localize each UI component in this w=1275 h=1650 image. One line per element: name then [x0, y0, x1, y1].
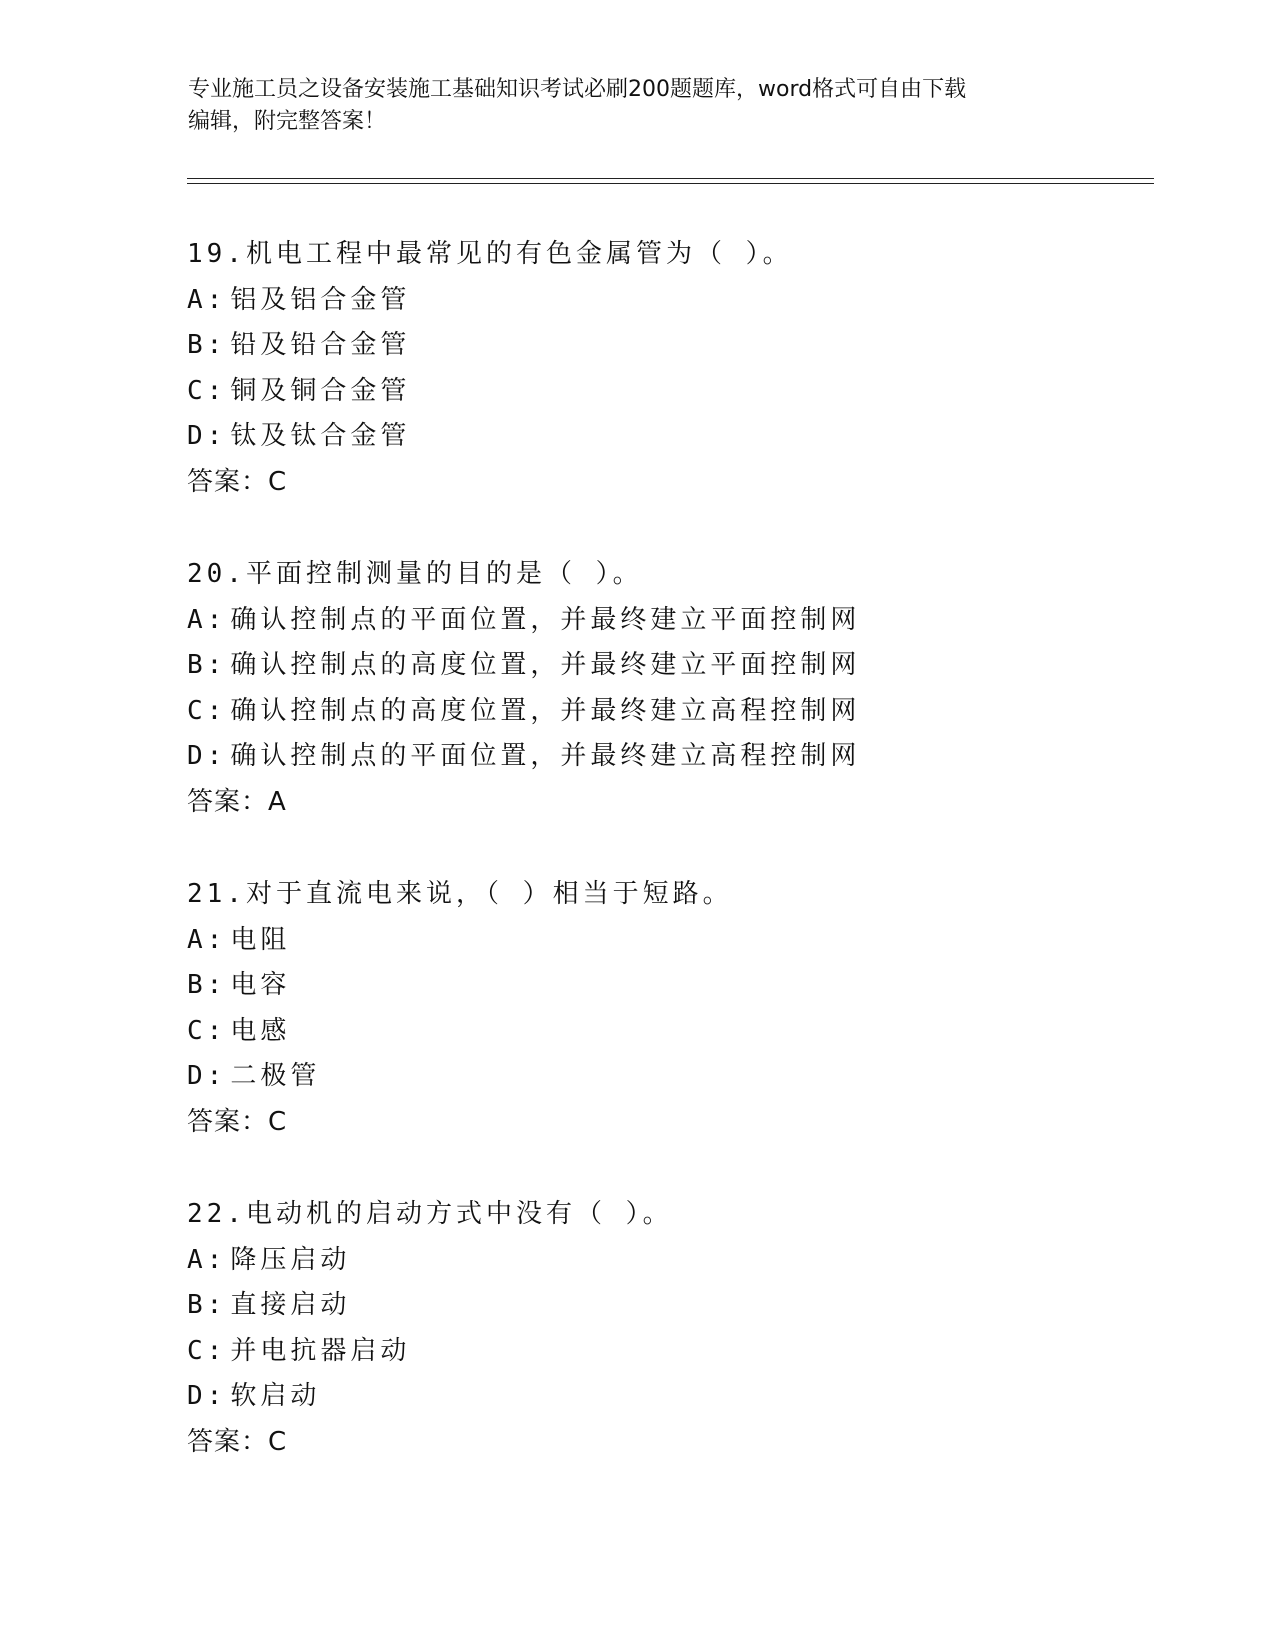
option-text: 铜及铜合金管 — [230, 375, 411, 406]
option-letter: D: — [187, 741, 227, 771]
question-20 — [187, 558, 1147, 831]
option-b — [187, 329, 1147, 375]
option-text: 并电抗器启动 — [230, 1335, 411, 1366]
answer-line: 答案：C — [187, 466, 288, 497]
option-letter: B: — [187, 330, 227, 360]
option-a — [187, 604, 1147, 650]
option-b — [187, 969, 1147, 1015]
option-letter: A: — [187, 924, 227, 955]
header-divider-top — [187, 178, 1154, 179]
option-text: 确认控制点的高度位置，并最终建立高程控制网 — [230, 695, 861, 726]
header-line-1: 专业施工员之设备安装施工基础知识考试必刷200题题库，word格式可自由下载 — [188, 77, 967, 102]
option-b — [187, 1289, 1147, 1335]
option-letter: A: — [187, 604, 227, 635]
option-letter: C: — [187, 1015, 227, 1046]
option-letter: B: — [187, 970, 227, 1000]
question-19 — [187, 238, 1147, 511]
question-21 — [187, 878, 1147, 1151]
question-stem: 19.机电工程中最常见的有色金属管为（ ）。 — [187, 239, 793, 269]
option-d — [187, 1380, 1147, 1426]
option-text: 确认控制点的平面位置，并最终建立高程控制网 — [230, 741, 861, 771]
option-b — [187, 649, 1147, 695]
option-c — [187, 1015, 1147, 1061]
answer-line: 答案：C — [187, 1106, 288, 1137]
option-letter: D: — [187, 421, 227, 451]
option-a — [187, 1244, 1147, 1290]
option-letter: A: — [187, 284, 227, 315]
option-a — [187, 924, 1147, 970]
option-a — [187, 284, 1147, 330]
answer-line: 答案：A — [187, 786, 287, 817]
option-d — [187, 740, 1147, 786]
option-text: 铝及铝合金管 — [230, 284, 411, 315]
option-text: 铅及铅合金管 — [230, 330, 411, 360]
option-letter: B: — [187, 1290, 227, 1320]
option-letter: C: — [187, 1335, 227, 1366]
option-letter: D: — [187, 1061, 227, 1091]
document-header — [188, 74, 1088, 138]
question-stem: 20.平面控制测量的目的是（ ）。 — [187, 559, 643, 589]
answer-line: 答案：C — [187, 1426, 288, 1457]
option-letter: B: — [187, 650, 227, 680]
option-text: 电阻 — [230, 924, 291, 955]
option-letter: A: — [187, 1244, 227, 1275]
question-stem: 22.电动机的启动方式中没有（ ）。 — [187, 1199, 673, 1229]
header-line-2: 编辑，附完整答案！ — [188, 109, 387, 134]
option-text: 电容 — [230, 970, 291, 1000]
option-text: 钛及钛合金管 — [230, 421, 411, 451]
question-22 — [187, 1198, 1147, 1471]
option-c — [187, 1335, 1147, 1381]
option-c — [187, 695, 1147, 741]
header-divider-bottom — [187, 183, 1154, 184]
option-text: 确认控制点的高度位置，并最终建立平面控制网 — [230, 650, 861, 680]
option-text: 二极管 — [230, 1061, 321, 1091]
option-d — [187, 420, 1147, 466]
option-c — [187, 375, 1147, 421]
option-text: 软启动 — [230, 1381, 321, 1411]
option-d — [187, 1060, 1147, 1106]
option-text: 直接启动 — [230, 1290, 351, 1320]
question-stem: 21.对于直流电来说，（ ）相当于短路。 — [187, 879, 733, 909]
option-text: 降压启动 — [230, 1244, 351, 1275]
option-text: 确认控制点的平面位置，并最终建立平面控制网 — [230, 604, 861, 635]
option-text: 电感 — [230, 1015, 291, 1046]
option-letter: D: — [187, 1381, 227, 1411]
option-letter: C: — [187, 695, 227, 726]
option-letter: C: — [187, 375, 227, 406]
